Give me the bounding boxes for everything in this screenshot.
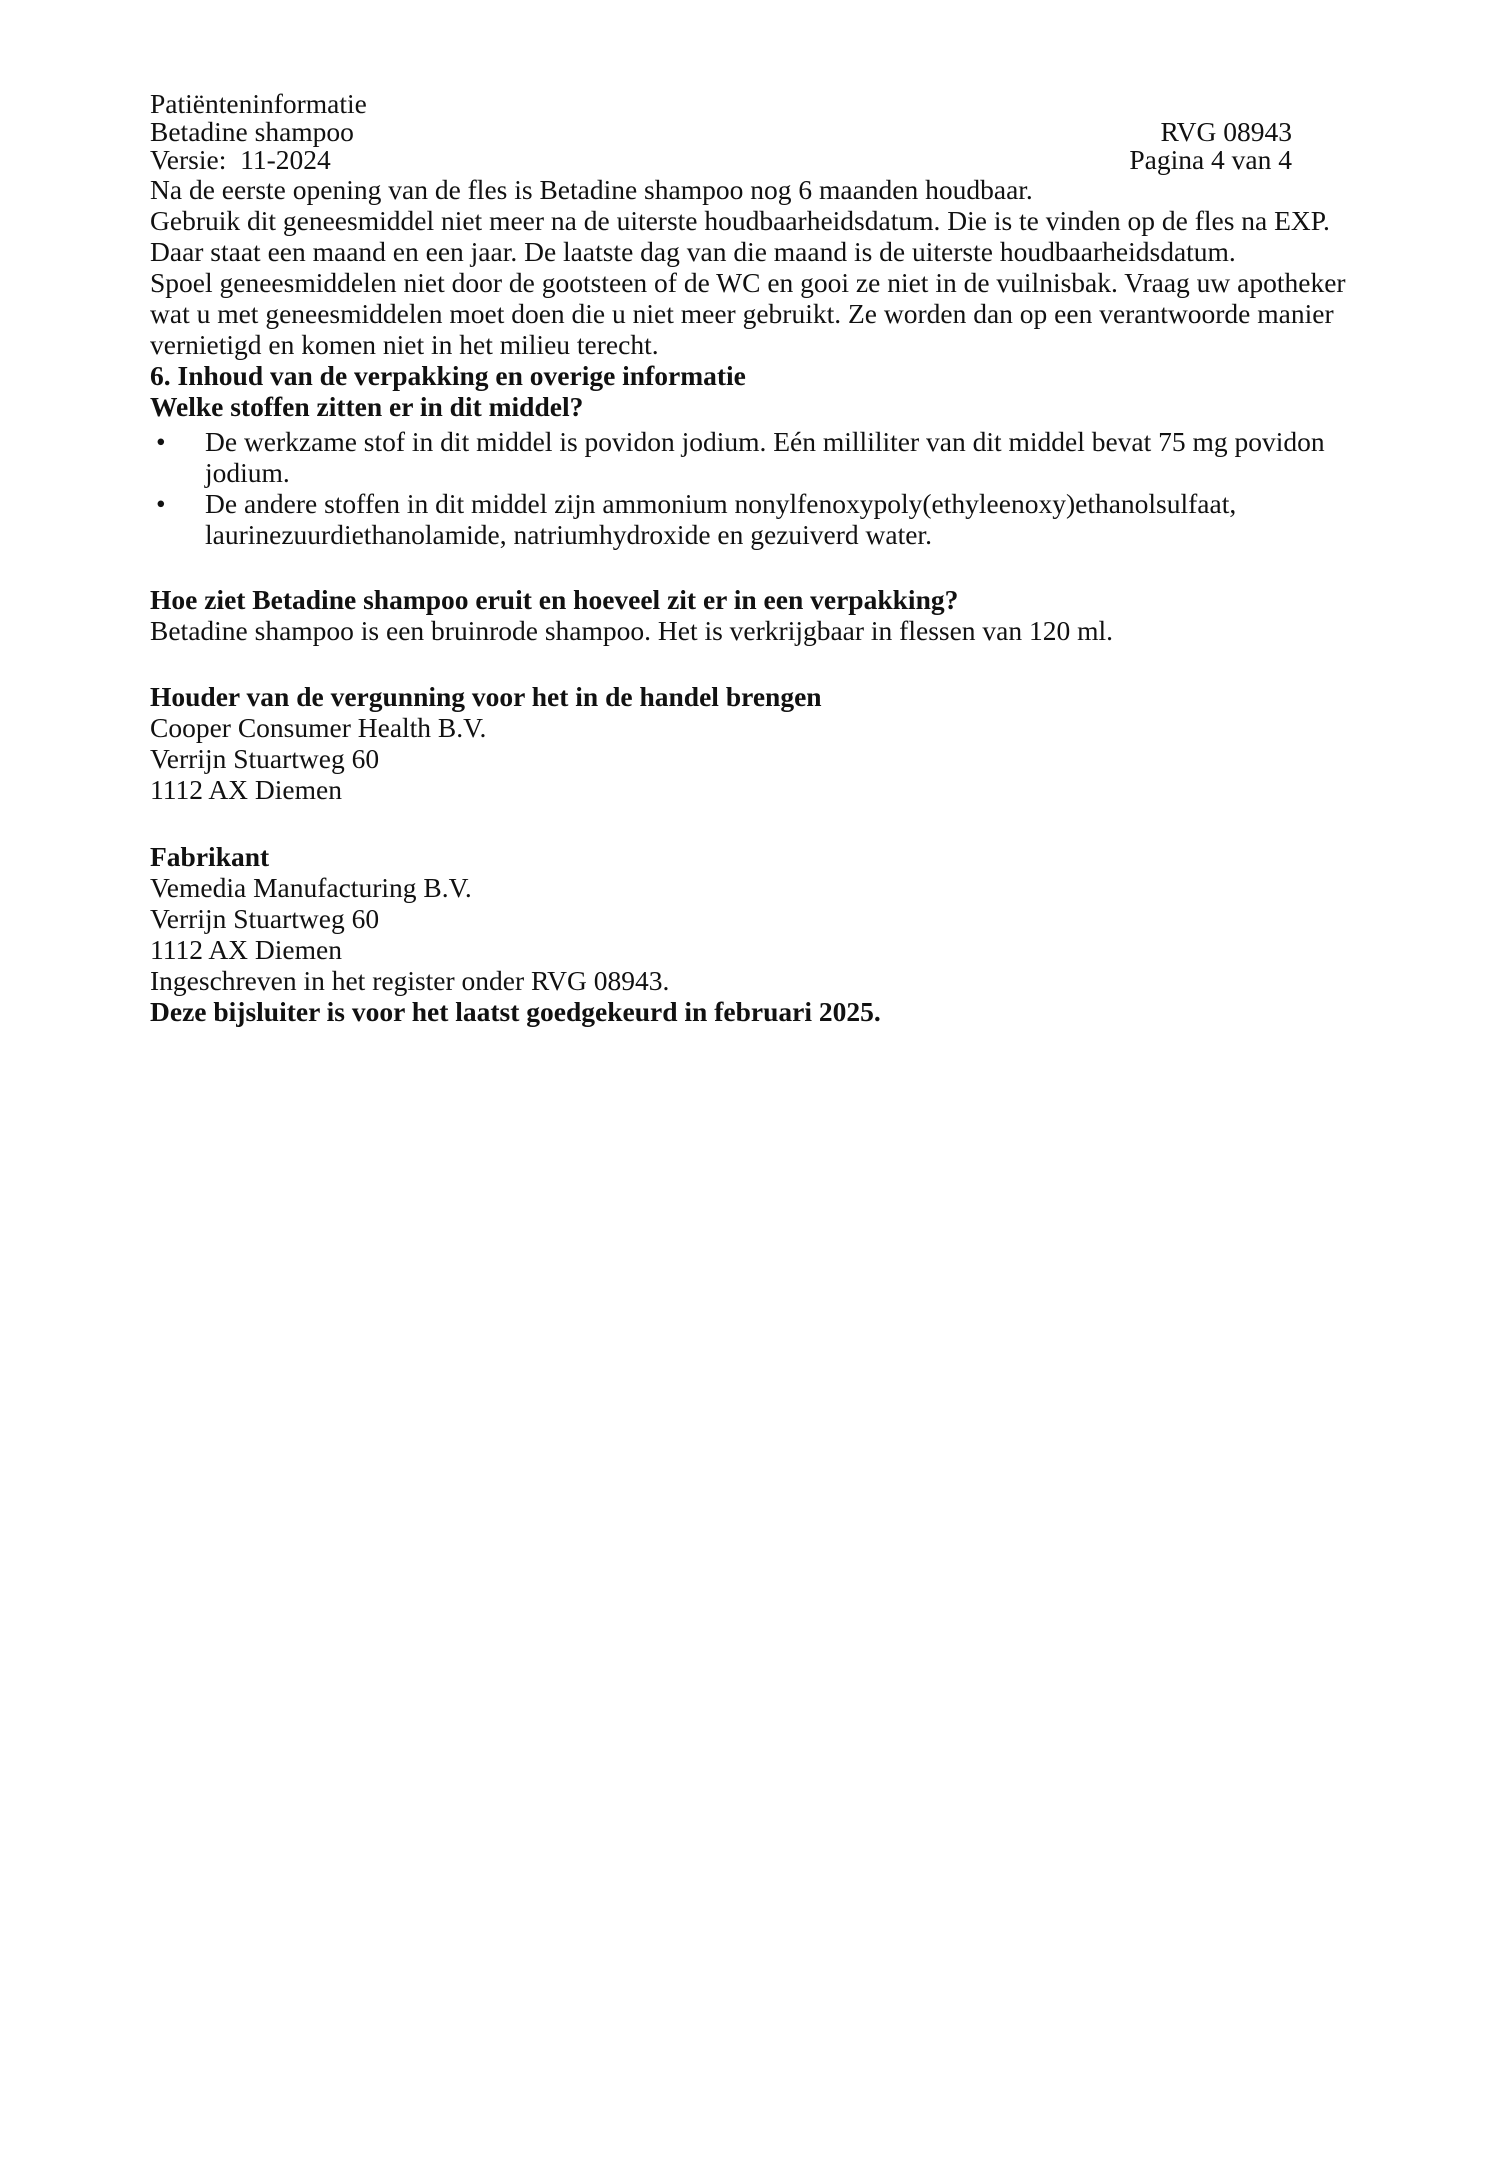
register-text: Ingeschreven in het register onder RVG 08943.	[150, 965, 670, 996]
paragraph-expiry-date: Gebruik dit geneesmiddel niet meer na de uiterste houdbaarheidsdatum. Die is te vinden op de fles na EXP. Daar staat een maand en een jaar. De laatste dag van die maand is de uiterste houdbaarheidsdatum.	[150, 205, 1330, 267]
license-holder-heading: Houder van de vergunning voor het in de handel brengen	[150, 681, 822, 712]
substances-heading: Welke stoffen zitten er in dit middel?	[150, 391, 584, 422]
document-body	[150, 174, 1365, 1027]
address-line: Verrijn Stuartweg 60	[150, 743, 380, 774]
list-item	[150, 426, 1365, 488]
paragraph-shelf-life: Na de eerste opening van de fles is Betadine shampoo nog 6 maanden houdbaar.	[150, 174, 1033, 205]
manufacturer-heading: Fabrikant	[150, 841, 270, 872]
address-line: 1112 AX Diemen	[150, 774, 342, 805]
doc-type-line: Patiënteninformatie	[150, 88, 367, 119]
rvg-number: RVG 08943	[1160, 116, 1292, 147]
license-holder-section	[150, 681, 1365, 805]
version-line: Versie: 11-2024	[150, 144, 331, 175]
header-right	[1129, 118, 1292, 174]
bullet-icon: •	[156, 488, 166, 519]
page-header	[150, 0, 1365, 174]
section-6-heading: 6. Inhoud van de verpakking en overige informatie	[150, 360, 746, 391]
address-line: Verrijn Stuartweg 60	[150, 903, 380, 934]
page-indicator: Pagina 4 van 4	[1129, 144, 1292, 175]
paragraph-disposal: Spoel geneesmiddelen niet door de gootsteen of de WC en gooi ze niet in de vuilnisbak. Vraag uw apotheker wat u met geneesmiddelen moet doen die u niet meer gebruikt. Ze worden dan op een verantwoorde manier vernietigd en komen niet in het milieu terecht.	[150, 267, 1346, 360]
approval-text: Deze bijsluiter is voor het laatst goedgekeurd in februari 2025.	[150, 996, 881, 1027]
appearance-section	[150, 584, 1365, 646]
address-line: 1112 AX Diemen	[150, 934, 342, 965]
bullet-icon: •	[156, 426, 166, 457]
list-item-text: De werkzame stof in dit middel is povidon jodium. Eén milliliter van dit middel bevat 75 mg povidon jodium.	[205, 426, 1325, 488]
list-item	[150, 488, 1365, 550]
address-line: Cooper Consumer Health B.V.	[150, 712, 487, 743]
address-line: Vemedia Manufacturing B.V.	[150, 872, 472, 903]
product-name-line: Betadine shampoo	[150, 116, 354, 147]
list-item-text: De andere stoffen in dit middel zijn ammonium nonylfenoxypoly(ethyleenoxy)ethanolsulfaat, laurinezuurdiethanolamide, natriumhydroxide en gezuiverd water.	[205, 488, 1237, 550]
appearance-heading: Hoe ziet Betadine shampoo eruit en hoeveel zit er in een verpakking?	[150, 584, 959, 615]
appearance-text: Betadine shampoo is een bruinrode shampoo. Het is verkrijgbaar in flessen van 120 ml.	[150, 615, 1114, 646]
manufacturer-section	[150, 841, 1365, 965]
substances-list	[150, 426, 1365, 550]
